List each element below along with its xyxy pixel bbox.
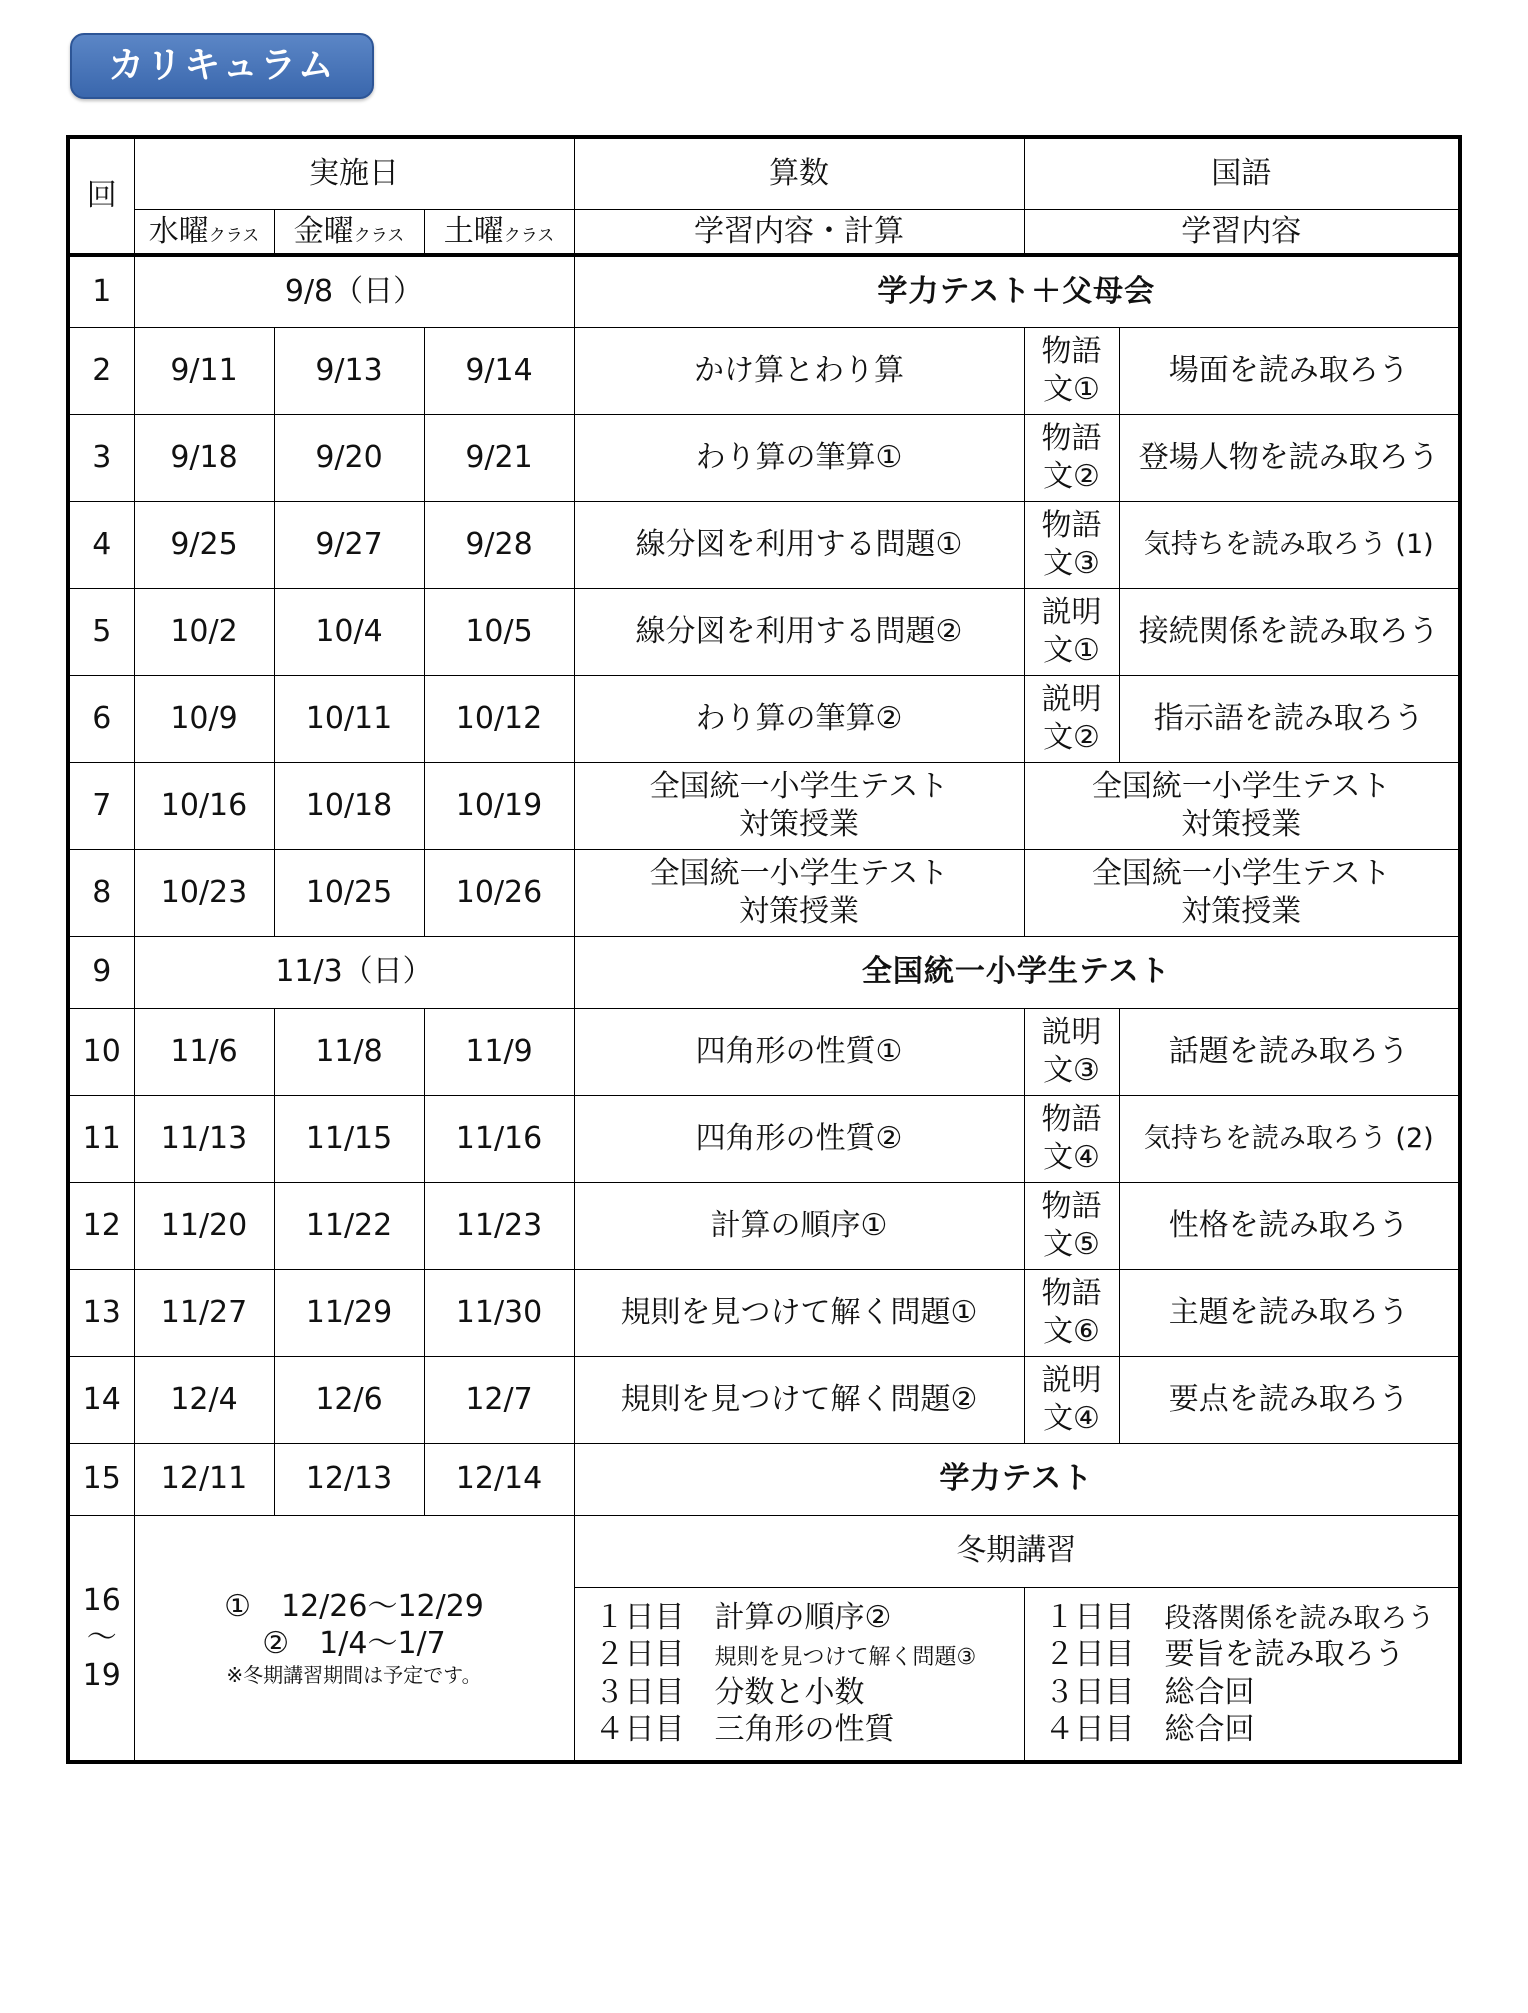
header-math-sub: 学習内容・計算 — [574, 209, 1024, 255]
winter-no-end: 19 — [82, 1657, 121, 1693]
table-row — [68, 588, 1460, 675]
row-number: 7 — [68, 762, 134, 849]
header-wed-label: 水曜 — [148, 213, 209, 249]
winter-topic: 段落関係を読み取ろう — [1164, 1602, 1435, 1634]
row-japanese-topic: 性格を読み取ろう — [1119, 1182, 1460, 1269]
math-line-1: 全国統一小学生テスト — [649, 769, 949, 804]
row-sat-date: 9/28 — [424, 501, 574, 588]
row-fri-date: 12/6 — [274, 1356, 424, 1443]
winter-heading: 冬期講習 — [574, 1515, 1460, 1587]
row-number: 5 — [68, 588, 134, 675]
row-math-topic: 線分図を利用する問題① — [574, 501, 1024, 588]
genre-line-1: 物語 — [1041, 1102, 1102, 1137]
row-math-topic: 計算の順序① — [574, 1182, 1024, 1269]
row-genre — [1024, 588, 1119, 675]
winter-math-list — [574, 1587, 1024, 1762]
row-japanese-topic: 接続関係を読み取ろう — [1119, 588, 1460, 675]
row-sat-date: 11/16 — [424, 1095, 574, 1182]
winter-math-item — [595, 1636, 1024, 1674]
genre-line-2: 文① — [1043, 371, 1100, 407]
math-line-1: 全国統一小学生テスト — [649, 856, 949, 891]
table-row — [68, 1443, 1460, 1515]
winter-math-item — [595, 1711, 1024, 1749]
winter-day-label: ３日目 — [1044, 1674, 1135, 1710]
genre-line-1: 物語 — [1041, 1189, 1102, 1224]
genre-line-2: 文④ — [1043, 1139, 1100, 1175]
row-genre — [1024, 1269, 1119, 1356]
row-genre — [1024, 327, 1119, 414]
header-sat-label: 土曜 — [443, 213, 504, 249]
row-japanese-topic: 要点を読み取ろう — [1119, 1356, 1460, 1443]
row-math-topic: かけ算とわり算 — [574, 327, 1024, 414]
row-sat-date: 10/12 — [424, 675, 574, 762]
header-japanese-sub: 学習内容 — [1024, 209, 1460, 255]
row-number: 12 — [68, 1182, 134, 1269]
row-wed-date: 9/11 — [134, 327, 274, 414]
row-genre — [1024, 1008, 1119, 1095]
table-row — [68, 1356, 1460, 1443]
row-fri-date: 12/13 — [274, 1443, 424, 1515]
row-fri-date: 9/13 — [274, 327, 424, 414]
winter-topic: 要旨を読み取ろう — [1164, 1637, 1405, 1673]
genre-line-2: 文② — [1043, 458, 1100, 494]
winter-period-2: ② 1/4〜1/7 — [262, 1626, 446, 1662]
row-fri-date: 9/20 — [274, 414, 424, 501]
genre-line-2: 文① — [1043, 632, 1100, 668]
table-row — [68, 675, 1460, 762]
winter-math-item — [595, 1674, 1024, 1712]
jp-line-2: 対策授業 — [1181, 893, 1302, 929]
header-date: 実施日 — [134, 137, 574, 209]
row-fri-date: 9/27 — [274, 501, 424, 588]
row-number: 2 — [68, 327, 134, 414]
winter-jp-item — [1045, 1711, 1459, 1749]
genre-line-2: 文② — [1043, 719, 1100, 755]
row-number: 8 — [68, 849, 134, 936]
row-number: 10 — [68, 1008, 134, 1095]
winter-topic: 三角形の性質 — [714, 1712, 895, 1748]
winter-periods — [134, 1515, 574, 1762]
row-event: 学力テスト — [574, 1443, 1460, 1515]
genre-line-2: 文⑤ — [1043, 1226, 1100, 1262]
row-date-single: 11/3（日） — [134, 936, 574, 1008]
genre-line-2: 文④ — [1043, 1400, 1100, 1436]
row-genre — [1024, 1095, 1119, 1182]
math-line-2: 対策授業 — [739, 893, 860, 929]
curriculum-title: カリキュラム — [70, 33, 374, 99]
row-date-single: 9/8（日） — [134, 255, 574, 327]
table-row — [68, 327, 1460, 414]
winter-row-number — [68, 1515, 134, 1762]
winter-day-label: ４日目 — [1044, 1712, 1135, 1748]
header-fri-class — [274, 209, 424, 255]
header-kai: 回 — [68, 137, 134, 255]
row-japanese-topic: 場面を読み取ろう — [1119, 327, 1460, 414]
genre-line-2: 文③ — [1043, 1052, 1100, 1088]
winter-day-label: １日目 — [594, 1599, 685, 1635]
genre-line-2: 文③ — [1043, 545, 1100, 581]
jp-line-1: 全国統一小学生テスト — [1091, 769, 1391, 804]
row-number: 6 — [68, 675, 134, 762]
row-number: 4 — [68, 501, 134, 588]
row-sat-date: 9/14 — [424, 327, 574, 414]
row-genre — [1024, 1356, 1119, 1443]
row-sat-date: 10/5 — [424, 588, 574, 675]
table-row — [68, 936, 1460, 1008]
table-row — [68, 414, 1460, 501]
winter-math-item — [595, 1599, 1024, 1637]
row-number: 11 — [68, 1095, 134, 1182]
row-japanese-topic: 主題を読み取ろう — [1119, 1269, 1460, 1356]
row-wed-date: 12/11 — [134, 1443, 274, 1515]
genre-line-1: 説明 — [1041, 1363, 1102, 1398]
row-wed-date: 10/16 — [134, 762, 274, 849]
row-fri-date: 11/15 — [274, 1095, 424, 1182]
header-row-1 — [68, 137, 1460, 209]
winter-topic: 規則を見つけて解く問題③ — [714, 1645, 977, 1671]
row-japanese-topic: 話題を読み取ろう — [1119, 1008, 1460, 1095]
row-number: 14 — [68, 1356, 134, 1443]
row-fri-date: 11/22 — [274, 1182, 424, 1269]
row-wed-date: 11/13 — [134, 1095, 274, 1182]
winter-day-label: ３日目 — [594, 1674, 685, 1710]
row-math-topic: 規則を見つけて解く問題② — [574, 1356, 1024, 1443]
row-math-topic — [574, 849, 1024, 936]
row-math-topic — [574, 762, 1024, 849]
row-sat-date: 11/23 — [424, 1182, 574, 1269]
winter-note: ※冬期講習期間は予定です。 — [226, 1662, 482, 1687]
winter-jp-item — [1045, 1636, 1459, 1674]
header-sat-class — [424, 209, 574, 255]
row-sat-date: 10/26 — [424, 849, 574, 936]
row-sat-date: 11/30 — [424, 1269, 574, 1356]
row-event: 全国統一小学生テスト — [574, 936, 1460, 1008]
winter-topic: 総合回 — [1164, 1674, 1255, 1710]
table-row — [68, 1269, 1460, 1356]
row-sat-date: 12/14 — [424, 1443, 574, 1515]
row-genre — [1024, 1182, 1119, 1269]
header-class-suffix: クラス — [353, 225, 405, 246]
row-japanese-topic — [1024, 849, 1460, 936]
row-math-topic: 線分図を利用する問題② — [574, 588, 1024, 675]
row-math-topic: 四角形の性質② — [574, 1095, 1024, 1182]
winter-jp-item — [1045, 1674, 1459, 1712]
header-wed-class — [134, 209, 274, 255]
header-fri-label: 金曜 — [293, 213, 354, 249]
row-genre — [1024, 414, 1119, 501]
table-row — [68, 1008, 1460, 1095]
genre-line-1: 物語 — [1041, 508, 1102, 543]
row-japanese-topic: 気持ちを読み取ろう (2) — [1119, 1095, 1460, 1182]
row-fri-date: 11/8 — [274, 1008, 424, 1095]
row-fri-date: 10/4 — [274, 588, 424, 675]
row-wed-date: 11/27 — [134, 1269, 274, 1356]
jp-line-2: 対策授業 — [1181, 806, 1302, 842]
row-wed-date: 9/18 — [134, 414, 274, 501]
genre-line-1: 物語 — [1041, 334, 1102, 369]
row-fri-date: 10/11 — [274, 675, 424, 762]
row-math-topic: わり算の筆算① — [574, 414, 1024, 501]
table-row — [68, 255, 1460, 327]
row-genre — [1024, 675, 1119, 762]
row-japanese-topic — [1024, 762, 1460, 849]
genre-line-1: 物語 — [1041, 1276, 1102, 1311]
winter-japanese-list — [1024, 1587, 1460, 1762]
row-sat-date: 12/7 — [424, 1356, 574, 1443]
row-math-topic: 規則を見つけて解く問題① — [574, 1269, 1024, 1356]
row-number: 15 — [68, 1443, 134, 1515]
row-fri-date: 10/25 — [274, 849, 424, 936]
row-fri-date: 11/29 — [274, 1269, 424, 1356]
row-wed-date: 10/2 — [134, 588, 274, 675]
row-number: 9 — [68, 936, 134, 1008]
curriculum-table — [66, 135, 1462, 1764]
row-math-topic: 四角形の性質① — [574, 1008, 1024, 1095]
winter-no-start: 16 — [82, 1582, 121, 1618]
row-sat-date: 10/19 — [424, 762, 574, 849]
genre-line-1: 物語 — [1041, 421, 1102, 456]
table-row — [68, 1095, 1460, 1182]
row-genre — [1024, 501, 1119, 588]
row-japanese-topic: 登場人物を読み取ろう — [1119, 414, 1460, 501]
winter-topic: 総合回 — [1164, 1712, 1255, 1748]
row-wed-date: 11/20 — [134, 1182, 274, 1269]
row-number: 1 — [68, 255, 134, 327]
header-class-suffix: クラス — [208, 225, 260, 246]
genre-line-1: 説明 — [1041, 1015, 1102, 1050]
row-number: 13 — [68, 1269, 134, 1356]
table-row — [68, 762, 1460, 849]
winter-jp-item — [1045, 1599, 1459, 1637]
header-class-suffix: クラス — [503, 225, 555, 246]
genre-line-1: 説明 — [1041, 595, 1102, 630]
winter-header-row — [68, 1515, 1460, 1587]
winter-day-label: ２日目 — [594, 1637, 685, 1673]
jp-line-1: 全国統一小学生テスト — [1091, 856, 1391, 891]
row-sat-date: 9/21 — [424, 414, 574, 501]
row-wed-date: 10/23 — [134, 849, 274, 936]
header-row-2 — [68, 209, 1460, 255]
row-fri-date: 10/18 — [274, 762, 424, 849]
row-wed-date: 11/6 — [134, 1008, 274, 1095]
winter-topic: 計算の順序② — [714, 1599, 892, 1635]
genre-line-1: 説明 — [1041, 682, 1102, 717]
row-japanese-topic: 指示語を読み取ろう — [1119, 675, 1460, 762]
winter-day-label: ２日目 — [1044, 1637, 1135, 1673]
row-math-topic: わり算の筆算② — [574, 675, 1024, 762]
winter-day-label: ４日目 — [594, 1712, 685, 1748]
table-row — [68, 1182, 1460, 1269]
winter-topic: 分数と小数 — [714, 1674, 865, 1710]
winter-no-tilde: 〜 — [86, 1620, 117, 1655]
winter-day-label: １日目 — [1044, 1599, 1135, 1635]
header-math: 算数 — [574, 137, 1024, 209]
winter-period-1: ① 12/26〜12/29 — [224, 1588, 484, 1624]
table-row — [68, 849, 1460, 936]
row-wed-date: 9/25 — [134, 501, 274, 588]
row-wed-date: 12/4 — [134, 1356, 274, 1443]
row-japanese-topic: 気持ちを読み取ろう (1) — [1119, 501, 1460, 588]
row-number: 3 — [68, 414, 134, 501]
row-sat-date: 11/9 — [424, 1008, 574, 1095]
genre-line-2: 文⑥ — [1043, 1313, 1100, 1349]
table-row — [68, 501, 1460, 588]
header-japanese: 国語 — [1024, 137, 1460, 209]
row-event: 学力テスト＋父母会 — [574, 255, 1460, 327]
math-line-2: 対策授業 — [739, 806, 860, 842]
row-wed-date: 10/9 — [134, 675, 274, 762]
